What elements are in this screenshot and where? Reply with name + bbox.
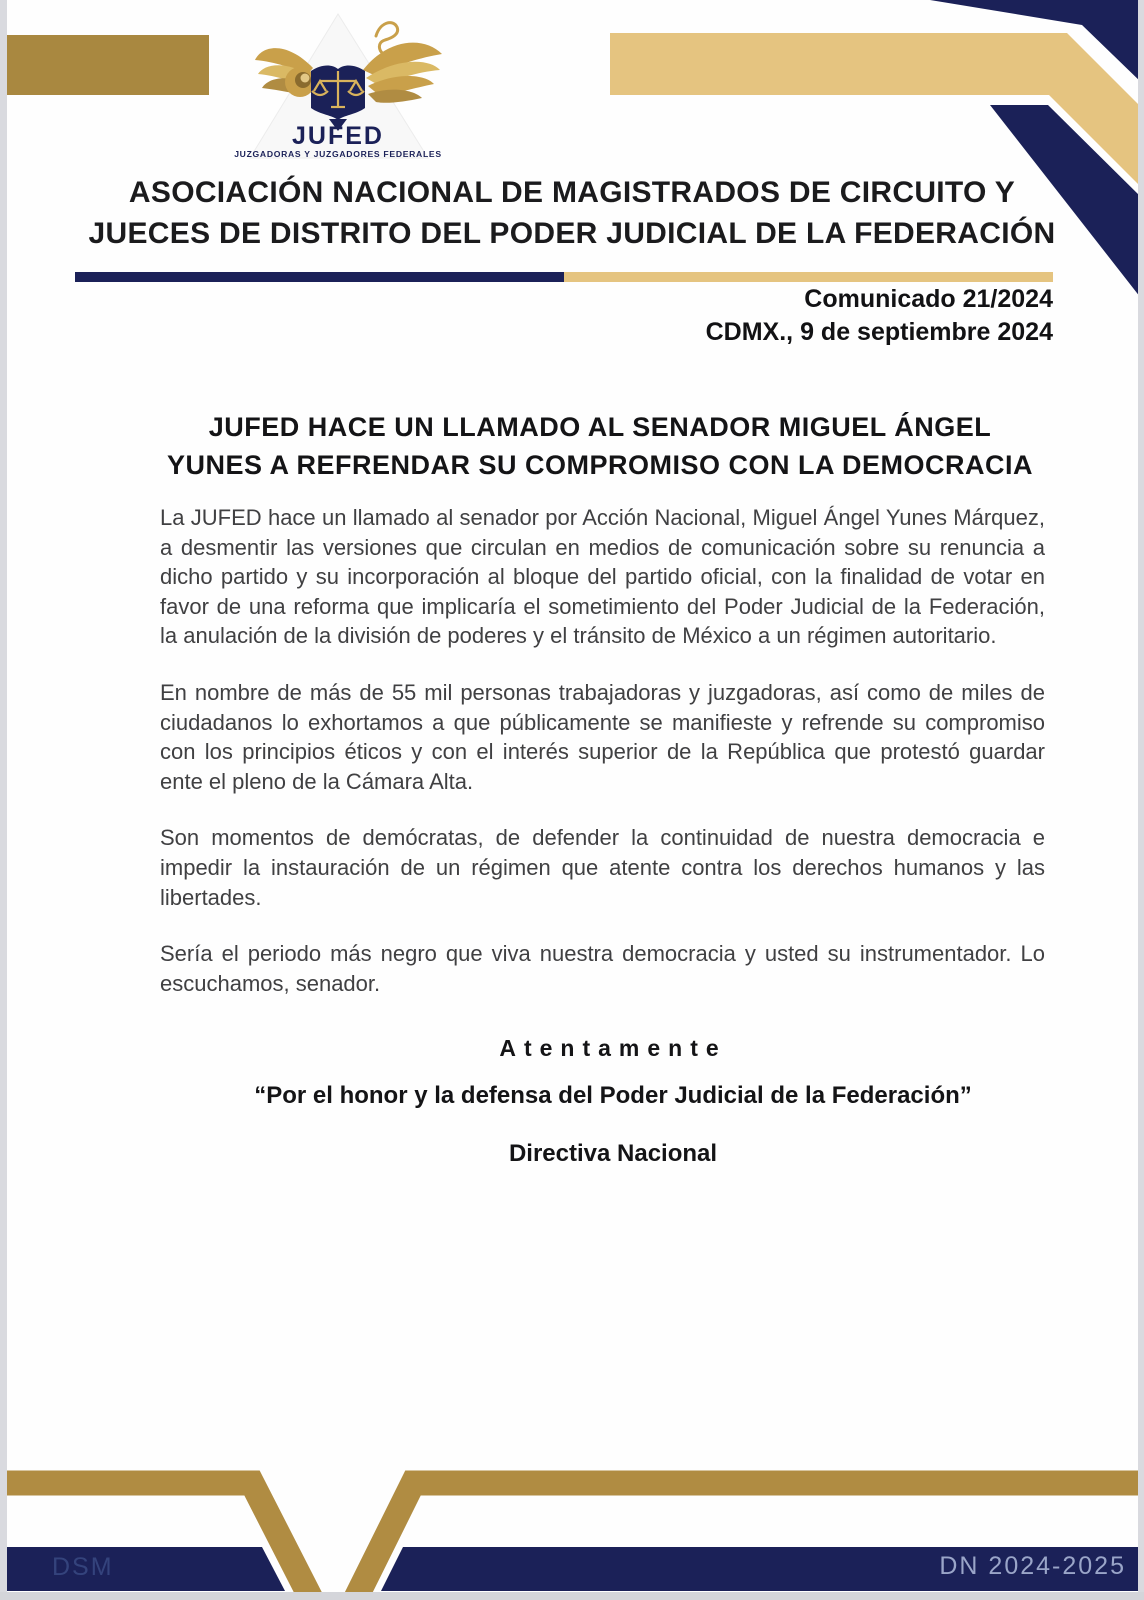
jufed-logo	[228, 8, 448, 166]
paragraph-3: Son momentos de demócratas, de defender la continuidad de nuestra democracia e impedir la instauración de un régimen que atente contra los derechos humanos y las libertades.	[160, 825, 1045, 910]
photo-edge-right	[1138, 0, 1144, 1600]
comunicado-meta	[706, 283, 1053, 349]
paragraph-4: Sería el periodo más negro que viva nuestra democracia y usted su instrumentador. Lo escuchamos, senador.	[160, 941, 1045, 996]
paragraph-1: La JUFED hace un llamado al senador por Acción Nacional, Miguel Ángel Yunes Márquez, a desmentir las versiones que circulan en medios de comunicación sobre su renuncia a dicho partido y su incorporación al bloque del partido oficial, con la finalidad de votar en favor de una reforma que implicaría el sometimiento del Poder Judicial de la Federación, la anulación de la división de poderes y el tránsito de México a un régimen autoritario.	[160, 505, 1045, 649]
org-title-line2: JUECES DE DISTRITO DEL PODER JUDICIAL DE LA FEDERACIÓN	[88, 217, 1056, 250]
ribbon-curl-icon	[285, 67, 315, 97]
divider-rule	[75, 272, 1053, 282]
comunicado-number: Comunicado 21/2024	[804, 285, 1053, 313]
signature: Directiva Nacional	[508, 1140, 718, 1167]
jufed-logo-emblem	[228, 8, 448, 166]
org-title-line1: ASOCIACIÓN NACIONAL DE MAGISTRADOS DE CIRCUITO Y	[128, 176, 1016, 209]
body-text	[160, 503, 1045, 1025]
salutation: Atentamente	[499, 1035, 727, 1061]
logo-tagline: JUZGADORAS Y JUZGADORES FEDERALES	[234, 149, 442, 159]
headline-line2: YUNES A REFRENDAR SU COMPROMISO CON LA DEMOCRACIA	[166, 450, 1034, 480]
headline	[120, 408, 1080, 484]
photo-edge-bottom	[0, 1592, 1144, 1600]
top-left-gold-band	[7, 35, 209, 95]
dateline: CDMX., 9 de septiembre 2024	[705, 318, 1053, 346]
headline-line1: JUFED HACE UN LLAMADO AL SENADOR MIGUEL ÁNGEL	[208, 412, 992, 442]
paragraph-2: En nombre de más de 55 mil personas trabajadoras y juzgadoras, así como de miles de ciudadanos lo exhortamos a que públicamente se manifieste y refrende su compromiso con los principios éticos y con el interés superior de la República que protestó guardar ente el pleno de la Cámara Alta.	[160, 679, 1045, 794]
motto: “Por el honor y la defensa del Poder Judicial de la Federación”	[254, 1082, 972, 1109]
bottom-navy-band-left	[0, 1547, 285, 1591]
photo-edge-left	[0, 0, 7, 1600]
org-title	[20, 172, 1124, 254]
footer-code-right: DN 2024-2025	[939, 1552, 1126, 1580]
footer-code-left: DSM	[52, 1553, 114, 1581]
divider-navy-segment	[75, 272, 564, 282]
divider-gold-segment	[564, 272, 1053, 282]
logo-acronym: JUFED	[292, 122, 384, 150]
eagle-wing-right-icon	[363, 43, 442, 103]
